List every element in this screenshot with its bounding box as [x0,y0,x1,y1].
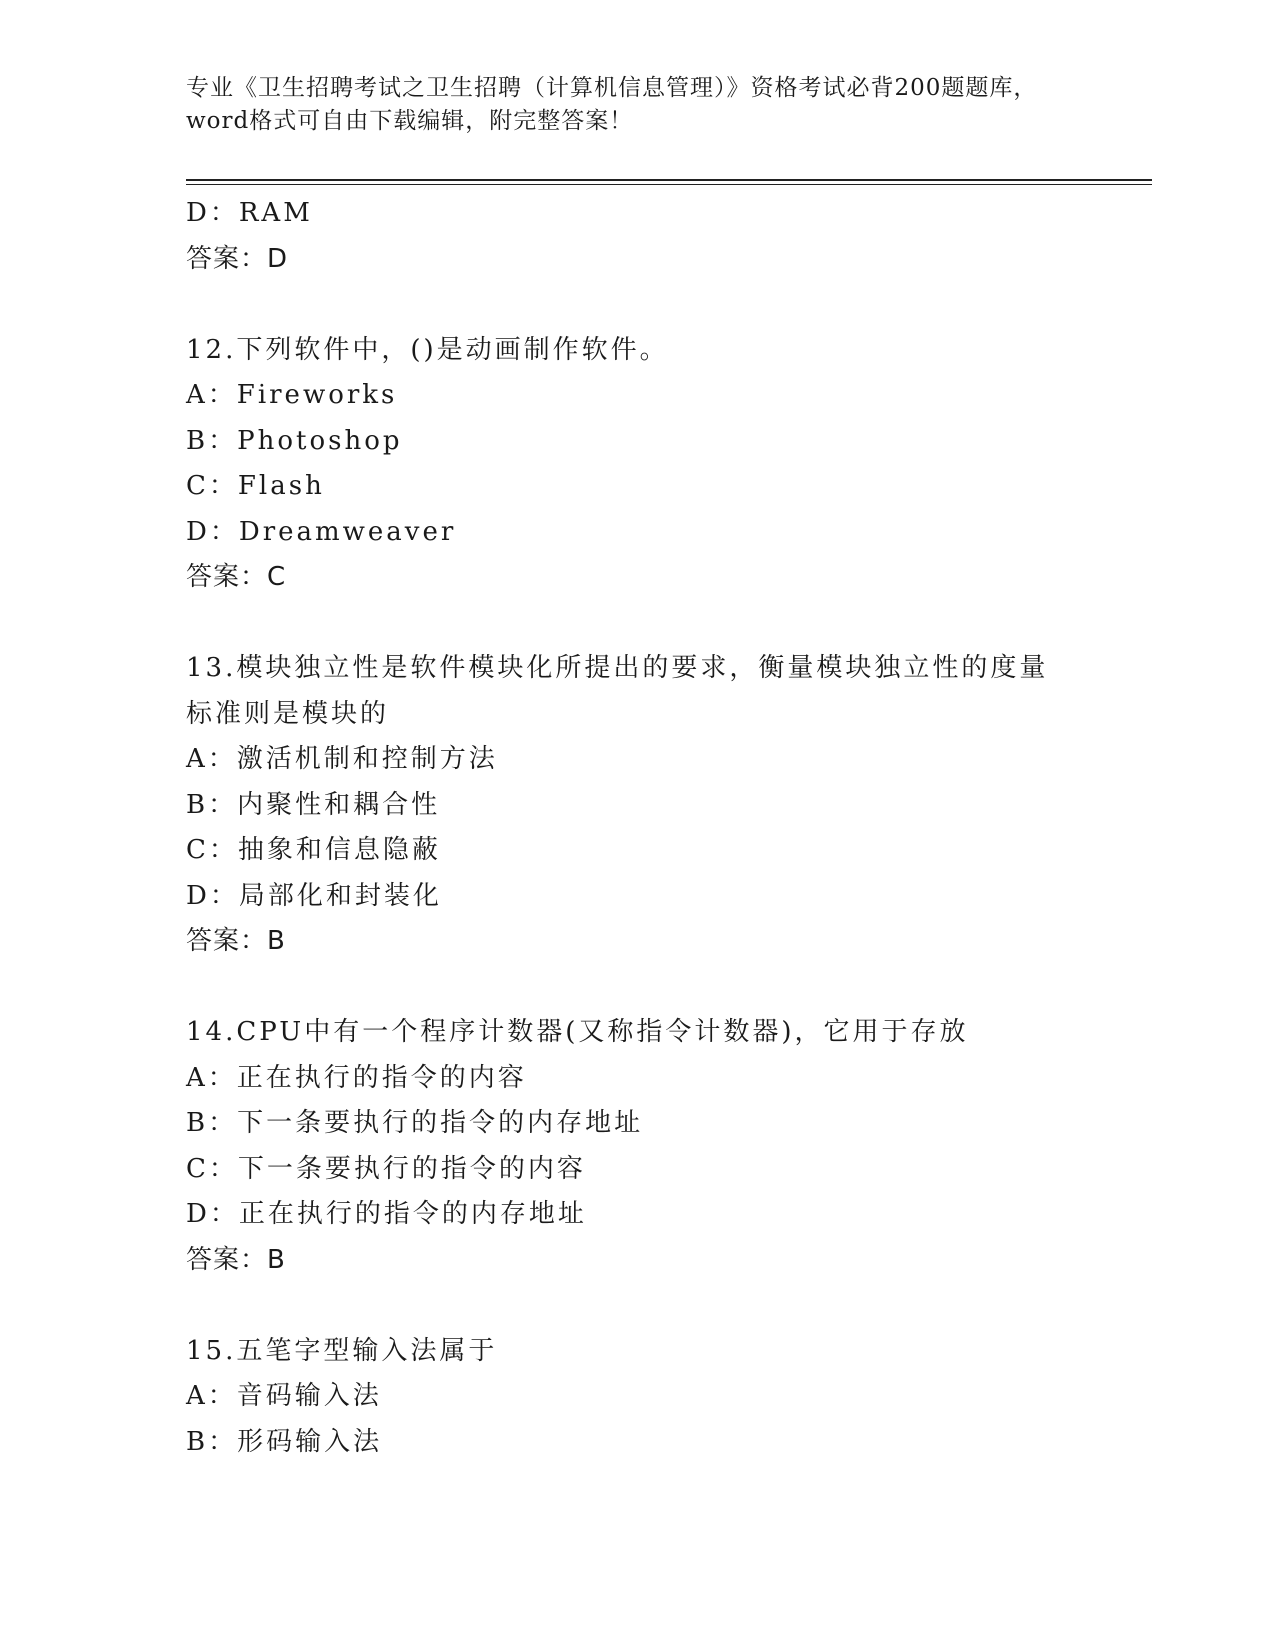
question-15 [186,1329,1086,1466]
option-a: A：激活机制和控制方法 [186,744,498,774]
option-b: B：Photoshop [186,425,403,456]
option-d: D：RAM [186,198,313,228]
option-d: D：Dreamweaver [186,516,457,547]
option-c: C：Flash [186,471,325,501]
answer: 答案：D [186,243,289,274]
option-a: A：正在执行的指令的内容 [186,1062,527,1093]
option-b: B：下一条要执行的指令的内存地址 [186,1108,644,1138]
option-c: C：抽象和信息隐蔽 [186,835,441,865]
option-d: D：正在执行的指令的内存地址 [186,1199,587,1229]
question-text: 12.下列软件中，()是动画制作软件。 [186,334,669,365]
question-list [186,191,1086,1465]
header-line-2: word格式可自由下载编辑，附完整答案！ [186,108,634,134]
question-text: 13.模块独立性是软件模块化所提出的要求，衡量模块独立性的度量标准则是模块的 [186,653,1049,729]
question-text: 15.五笔字型输入法属于 [186,1335,498,1366]
option-a: A：音码输入法 [186,1381,382,1411]
question-14 [186,1010,1086,1283]
option-b: B：形码输入法 [186,1426,383,1457]
question-12 [186,328,1086,601]
answer: 答案：B [186,1244,286,1275]
option-c: C：下一条要执行的指令的内容 [186,1153,586,1184]
question-text: 14.CPU中有一个程序计数器(又称指令计数器)，它用于存放 [186,1017,969,1047]
document-header [186,72,1086,138]
option-a: A：Fireworks [186,380,398,410]
header-divider-thick [186,179,1152,181]
answer: 答案：C [186,562,287,592]
option-d: D：局部化和封装化 [186,880,442,911]
question-11-tail [186,191,1086,282]
header-line-1: 专业《卫生招聘考试之卫生招聘（计算机信息管理）》资格考试必背200题题库， [186,75,1038,101]
header-divider-thin [186,184,1152,185]
option-b: B：内聚性和耦合性 [186,789,441,820]
question-13 [186,646,1086,965]
answer: 答案：B [186,926,286,956]
